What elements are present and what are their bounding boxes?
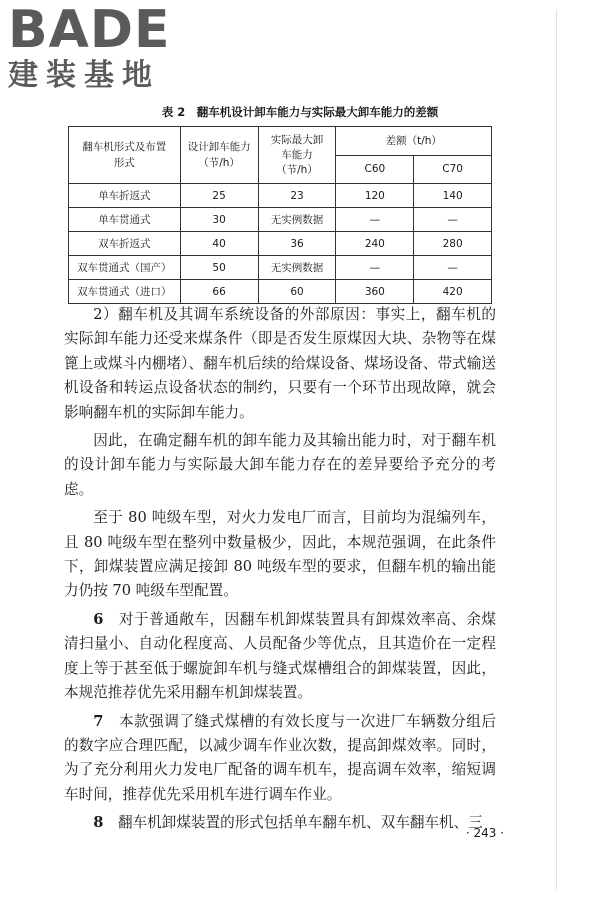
- cell-design: 40: [180, 232, 258, 256]
- cell-actual: 23: [258, 184, 336, 208]
- cell-c60: —: [336, 208, 414, 232]
- logo-text-en: BADE: [8, 0, 171, 60]
- logo: [8, 0, 171, 94]
- body-text: [64, 303, 496, 840]
- header-c70: C70: [414, 155, 492, 184]
- cell-type: 单车折返式: [69, 184, 181, 208]
- paragraph: 2）翻车机及其调车系统设备的外部原因：事实上，翻车机的实际卸车能力还受来煤条件（即是否发生原煤因大块、杂物等在煤篦上或煤斗内棚堵）、翻车机后续的给煤设备、煤场设备、带式输送机设备和转运点设备状态的制约，只要有一个环节出现故障，就会影响翻车机的实际卸车能力。: [64, 306, 496, 421]
- cell-c60: —: [336, 256, 414, 280]
- table-caption: 表 2 翻车机设计卸车能力与实际最大卸车能力的差额: [161, 105, 439, 119]
- logo-text-cn: 建装基地: [8, 58, 160, 93]
- cell-c70: 140: [414, 184, 492, 208]
- paragraph: [64, 811, 496, 835]
- cell-c70: 420: [414, 280, 492, 304]
- header-design: 设计卸车能力（节/h）: [180, 127, 258, 184]
- header-diff: 差额（t/h）: [336, 127, 492, 156]
- cell-type: 双车贯通式（进口）: [69, 280, 181, 304]
- paragraph: 至于 80 吨级车型，对火力发电厂而言，目前均为混编列车，且 80 吨级车型在整列中数量极少，因此，本规范强调，在此条件下，卸煤装置应满足接卸 80 吨级车型的要求，但翻车机的输出能力仍按 70 吨级车型配置。: [64, 509, 496, 600]
- paragraph: 因此，在确定翻车机的卸车能力及其输出能力时，对于翻车机的设计卸车能力与实际最大卸车能力存在的差异要给予充分的考虑。: [64, 432, 496, 498]
- cell-actual: 无实例数据: [258, 256, 336, 280]
- cell-c70: 280: [414, 232, 492, 256]
- clause-text: 对于普通敞车，因翻车机卸煤装置具有卸煤效率高、余煤清扫量小、自动化程度高、人员配备少等优点，且其造价在一定程度上等于甚至低于螺旋卸车机与缝式煤槽组合的卸煤装置，因此，本规范推荐优先采用翻车机卸煤装置。: [64, 610, 496, 702]
- page-edge-line: [556, 10, 557, 890]
- clause-text: 本款强调了缝式煤槽的有效长度与一次进厂车辆数分组后的数字应合理匹配，以减少调车作业次数，提高卸煤效率。同时，为了充分利用火力发电厂配备的调车机车，提高调车效率，缩短调车时间，推荐优先采用机车进行调车作业。: [64, 712, 496, 803]
- cell-c70: —: [414, 256, 492, 280]
- table-row: [69, 256, 492, 280]
- table-row: [69, 208, 492, 232]
- header-type: 翻车机形式及布置形式: [69, 127, 181, 184]
- table-row: [69, 280, 492, 304]
- header-actual: 实际最大卸车能力（节/h）: [258, 127, 336, 184]
- cell-actual: 36: [258, 232, 336, 256]
- cell-design: 50: [180, 256, 258, 280]
- clause-number: 6: [93, 610, 104, 628]
- cell-c70: —: [414, 208, 492, 232]
- cell-actual: 无实例数据: [258, 208, 336, 232]
- header-c60: C60: [336, 155, 414, 184]
- table-row: [69, 184, 492, 208]
- clause-number: 8: [93, 814, 104, 832]
- paragraph: [64, 710, 496, 808]
- cell-c60: 360: [336, 280, 414, 304]
- clause-number: 7: [93, 712, 104, 730]
- cell-c60: 120: [336, 184, 414, 208]
- cell-type: 单车贯通式: [69, 208, 181, 232]
- table-row: [69, 232, 492, 256]
- cell-design: 66: [180, 280, 258, 304]
- cell-design: 30: [180, 208, 258, 232]
- paragraph: [64, 608, 496, 706]
- cell-actual: 60: [258, 280, 336, 304]
- cell-type: 双车折返式: [69, 232, 181, 256]
- data-table: [68, 126, 492, 304]
- cell-c60: 240: [336, 232, 414, 256]
- cell-design: 25: [180, 184, 258, 208]
- cell-type: 双车贯通式（国产）: [69, 256, 181, 280]
- clause-text: 翻车机卸煤装置的形式包括单车翻车机、双车翻车机、三: [117, 814, 483, 832]
- page-number: · 243 ·: [465, 826, 504, 840]
